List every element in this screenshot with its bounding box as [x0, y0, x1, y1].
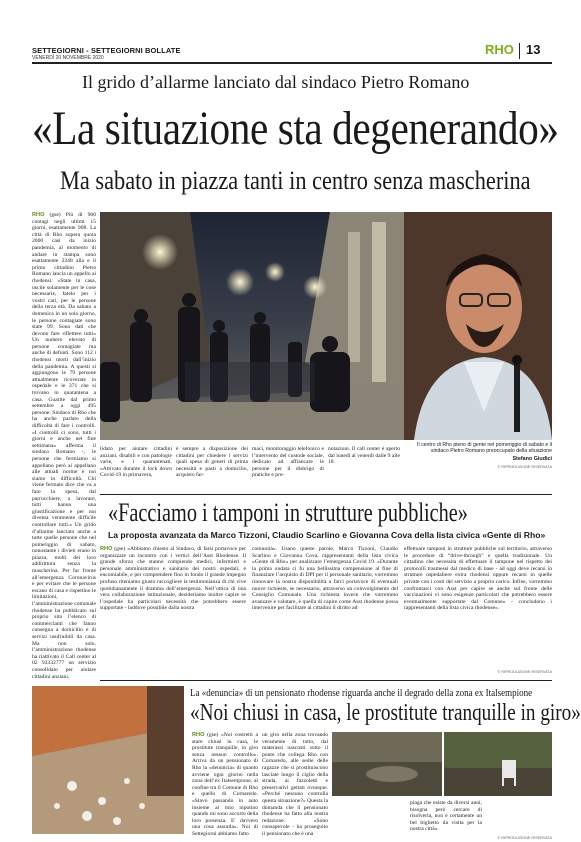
article2-lead: RHO — [100, 546, 113, 552]
article3-col1-text: «Noi costretti a stare chiusi in casa, le prostitute tranquille, in giro senza nessun controllo». Arriva da un pensionato di Rho la «denuncia» di quanto avviene ogni giorno nella zona dell’ex Italsempione, al confine tra il Comune di Rho e quello di Cornaredo. «Stavo passando in auto insieme al mio nipotino quando mi sono accorto della loro presenza. E' davvero una cosa assurda». Noi di Settegiorni abbiamo fatto — [192, 732, 258, 837]
publication-name: SETTEGIORNI - SETTEGIORNI BOLLATE — [32, 46, 181, 55]
article2-column-2: comunità». Usano queste parole, Marco Tizzoni, Claudio Scarlino e Giovanna Cova, rappresentanti della lista civica «Gente di Rho» per analizzare l’emergenza Covid 19. «Durante la prima ondata ci fu una bellissima compensione al fine di finanziare l’acquisto di DPI per il personale sanitario, vorremmo rinnovare la nostra disponibilità a farci portavoce di eventuali nuove richieste, se necessario, attraverso un coinvolgimento del Consiglio Comunale. Una richiesta invece che vorremmo avanzare e valutare, è quella di capire come Asst rhodense possa intervenire per facilitare ai cittadini il diritto ad — [252, 546, 398, 612]
mayor-portrait-image — [404, 212, 552, 440]
article1-kicker: Il grido d’allarme lanciato dal sindaco Pietro Romano — [82, 72, 470, 92]
roadside-photos — [332, 732, 552, 796]
header-divider — [519, 43, 520, 59]
page-number: 13 — [526, 42, 541, 57]
article2-subtitle: La proposta avanzata da Marco Tizzoni, Claudio Scarlino e Giovanna Cova della lista civica «Gente di Rho» — [108, 530, 546, 540]
article2-column-1 — [100, 546, 246, 674]
article1-column-5: notazioni. Il call center è aperto dal lunedì al venerdì dalle 9 alle 18. — [328, 446, 400, 466]
article1-column-4: maci, monitoraggio telefonico e l’intervento del custode sociale, dedicato ad affiancare le persone per il disbrigo di pratiche e pre- — [252, 446, 324, 479]
article3-copyright: © RIPRODUZIONE RISERVATA — [497, 836, 552, 840]
article1-column-3: è sempre a disposizione dei cittadini per chiedere i servizi quali spesa di generi di prima necessità e pasti a domicilio, acquisto far- — [176, 446, 248, 479]
header-rule — [32, 62, 552, 64]
issue-date: VENERDÌ 20 NOVEMBRE 2020 — [32, 55, 104, 61]
article3-column-2: un giro nella zona trovando veramente di tutto, dal materassi nascosti sotto il ponte che collega Rho con Cornaredo, alle sedie delle ragazze che si prostituiscono lasciate lungo il ciglio della strada, ai fazzoletti e preservativi gettati ovunque. «Perché nessuno controlla questa situazione?» Questa la domanda che il pensionato rhodense ha fatto alla nostra redazione. «Sono consapevole - ha proseguito il pensionato che è una — [262, 732, 329, 837]
article1-subtitle: Ma sabato in piazza tanti in centro senza mascherina — [60, 166, 531, 195]
article1-lead-date: (gse) — [49, 212, 61, 218]
section-rule-1 — [100, 494, 552, 495]
article3-lead: RHO — [192, 732, 205, 738]
section-rule-2 — [100, 680, 552, 681]
article2-col1-text: «Abbiamo chiesto al Sindaco, di farsi portavoce per organizzare un incontro con i vertici dell’Asst Rhodense. Il grande sforzo che stanno compiendo medici, infermieri e personale amministrativo e sanitario dei nostri ospedali, è encomiabile, e per comprendere fino in fondo il grande impegno profuso riteniamo giusto raccogliere la testimonianza di chi vive quotidianamente il dramma dell’emergenza. Nell’ottica di una vera collaborazione istituzionale, desideriamo inoltre capire se l’ospedale ha particolari necessità che potrebbero essere supportate - laddove possibile dalla nostra — [100, 546, 246, 612]
photo-credit: Stefano Giudici — [512, 456, 552, 462]
street-scene-image — [100, 212, 404, 440]
article3-column-3: piaga che esiste da diversi anni, bisogna però cercare di risolverla, non è certamente un bel biglietto da visita per la nostra città». — [410, 800, 482, 833]
article2-column-3: effettuare tamponi in strutture pubbliche sul territorio, attraverso le procedure di “drive-through” e quella tradizionale. Un cittadino che necessita di effettuare il tampone nel rispetto dei protocolli trasmessi dal medico di base - ad oggi deve recarsi in strutture ospedaliere extra rhodensi oppure recarsi in quelle private con i costi del servizio a proprio carico. Infine, vorremmo confrontarci con Asst per capire se anche sul fronte delle vaccinazioni vi sono esigenze particolari che potrebbero essere eventualmente supportate dal Comune» - concludono i rappresentanti della lista civica rhodense». — [404, 546, 552, 612]
corridor-photo — [32, 686, 184, 834]
article3-lead-date: (gse) — [207, 732, 219, 738]
roadside-scene-image — [332, 732, 552, 796]
article2-lead-date: (gse) — [114, 546, 126, 552]
article3-title: «Noi chiusi in casa, le prostitute tranquille in giro» — [190, 700, 581, 726]
article1-column-2: lidato per aiutare cittadini anziani, disabili e con patologie varie, e i quarantenati. «Attivato durante il lock down Covid-19 in primavera, — [100, 446, 172, 479]
article1-column-1 — [32, 212, 96, 726]
article2-copyright: © RIPRODUZIONE RISERVATA — [497, 670, 552, 674]
street-photo — [100, 212, 404, 440]
section-label: RHO — [485, 42, 514, 57]
litter-scene-image — [32, 686, 184, 834]
article1-lead: RHO — [32, 212, 45, 218]
mayor-photo — [404, 212, 552, 440]
article3-kicker: La «denuncia» di un pensionato rhodense riguarda anche il degrado della zona ex Italsempione — [190, 688, 533, 699]
article2-title: «Facciamo i tamponi in strutture pubbliche» — [108, 498, 468, 527]
photo-caption: Il centro di Rho pieno di gente nel pomeriggio di sabato e il sindaco Pietro Romano preoccupato della situazione — [417, 442, 552, 455]
article1-copyright: © RIPRODUZIONE RISERVATA — [497, 465, 552, 469]
article1-title: «La situazione sta degenerando» — [32, 102, 559, 155]
article1-col1-text: Più di 900 contagi negli ultimi 15 giorni, esattamente 908. La città di Rho supera quota 2000 casi da inizio pandemia, al momento di andare in stampa sono esattamente 2248 alla e il primo cittadino Pietro Romano lancia un appello ai rhodensi: «State in casa, uscite solamente per le cose necessarie, fatelo per i vostri cari, per le persone della terza età. Da sabato a domenica in un solo giorno, le persone contagiate sono state 99. Sono dati che devono fare riflettere tutti» Un numero elevato di persone contagiate ma anche di defunti. Sono 112 i rhodensi morti dall’inizio della pandemia. A questi si aggiungono le 79 persone attualmente ricoverate in ospedale e le 371 che si trovano in quarantena a casa. Guarite dal primo settembre a oggi 495 persone. Sindaco di Rho che ha anche parlato della difficoltà di fare i controlli. «I controlli ci sono, tutti i giorni e anche nel fine settimana» afferma il sindaco Romano -, le persone che fermiamo si appellano però ai appellano alle attuali norme e noi siamo in difficoltà. Chi viene fermato dice che va a fare la spesa, dal parrucchiere, a lavorare, tutti hanno una giustificazione e per noi diventa veramente difficile controllare tutti.» Un grido d’allarme lanciato anche a tutte quelle persone che nel pomeriggio di sabato, nonostante i divieti erano in piazza, molti dei loro addirittura senza la mascherina. Per far fronte all’emergenza Coronavirus e per evitare che le persone escano di casa e rispettino le limitazioni, l’amministrazione comunale rhodense ha pubblicato sul proprio sito l’elenco di commercianti che fanno consegna a domicilio e di servizi usufruibili da casa. Ma non solo, l’amministrazione rhodense ha riattivato il Call center al 02 93332777 un servizio consolidato per aiutare cittadini anziani, — [32, 212, 96, 680]
article3-column-1 — [192, 732, 258, 837]
